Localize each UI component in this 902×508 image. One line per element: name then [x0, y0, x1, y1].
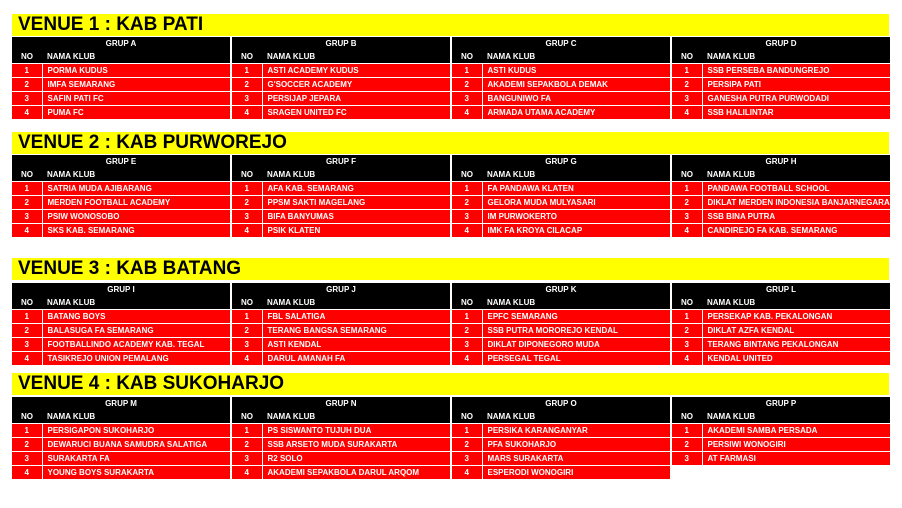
column-header-club-name: NAMA KLUB [482, 50, 670, 64]
club-number: 1 [12, 182, 42, 196]
club-row [232, 92, 450, 106]
group-table [452, 37, 670, 119]
club-name: MARS SURAKARTA [482, 452, 670, 466]
column-header-no: NO [452, 50, 482, 64]
group-title: GRUP G [452, 155, 670, 168]
club-row [452, 310, 670, 324]
club-row [232, 78, 450, 92]
club-number: 4 [452, 106, 482, 120]
club-name: PERSEKAP KAB. PEKALONGAN [702, 310, 890, 324]
club-number: 4 [12, 352, 42, 366]
group-table [672, 155, 890, 237]
club-number: 2 [232, 78, 262, 92]
club-name: IMFA SEMARANG [42, 78, 230, 92]
club-name: GANESHA PUTRA PURWODADI [702, 92, 890, 106]
club-row [12, 310, 230, 324]
club-name: PPSM SAKTI MAGELANG [262, 196, 450, 210]
club-row [232, 224, 450, 238]
venue-title: VENUE 3 : KAB BATANG [12, 258, 889, 280]
club-name: AT FARMASI [702, 452, 890, 466]
group-table [232, 397, 450, 479]
club-number: 3 [452, 338, 482, 352]
column-header-no: NO [232, 296, 262, 310]
club-row [672, 452, 890, 466]
club-name: PERSEGAL TEGAL [482, 352, 670, 366]
column-header-club-name: NAMA KLUB [42, 50, 230, 64]
group-header-row [452, 168, 670, 182]
club-row [232, 310, 450, 324]
column-header-club-name: NAMA KLUB [482, 168, 670, 182]
club-row [452, 182, 670, 196]
venue-title: VENUE 4 : KAB SUKOHARJO [12, 373, 889, 395]
club-number: 2 [232, 324, 262, 338]
club-number: 2 [12, 438, 42, 452]
column-header-no: NO [12, 50, 42, 64]
club-row [452, 210, 670, 224]
group-table [12, 37, 230, 119]
club-name: TASIKREJO UNION PEMALANG [42, 352, 230, 366]
club-row [12, 352, 230, 366]
club-number: 3 [232, 92, 262, 106]
column-header-no: NO [232, 410, 262, 424]
club-row [12, 106, 230, 120]
group-table [452, 155, 670, 237]
club-row [12, 424, 230, 438]
column-header-no: NO [672, 50, 702, 64]
club-number: 2 [12, 78, 42, 92]
column-header-no: NO [12, 296, 42, 310]
club-name: SRAGEN UNITED FC [262, 106, 450, 120]
venue-title: VENUE 2 : KAB PURWOREJO [12, 132, 889, 154]
group-header-row [672, 410, 890, 424]
club-number: 1 [452, 182, 482, 196]
club-number: 1 [672, 182, 702, 196]
club-row [452, 106, 670, 120]
club-name: BATANG BOYS [42, 310, 230, 324]
club-number: 2 [232, 196, 262, 210]
club-name: SSB PERSEBA BANDUNGREJO [702, 64, 890, 78]
club-name: PERSIWI WONOGIRI [702, 438, 890, 452]
club-row [232, 466, 450, 480]
club-number: 2 [232, 438, 262, 452]
club-number: 2 [452, 78, 482, 92]
club-row [12, 64, 230, 78]
group-header-row [232, 296, 450, 310]
column-header-club-name: NAMA KLUB [42, 168, 230, 182]
club-name: SSB BINA PUTRA [702, 210, 890, 224]
club-name: SATRIA MUDA AJIBARANG [42, 182, 230, 196]
club-number: 2 [672, 196, 702, 210]
club-name: SSB ARSETO MUDA SURAKARTA [262, 438, 450, 452]
club-name: AFA KAB. SEMARANG [262, 182, 450, 196]
club-number: 3 [232, 210, 262, 224]
club-number: 1 [672, 64, 702, 78]
club-name: EPFC SEMARANG [482, 310, 670, 324]
club-number: 4 [232, 352, 262, 366]
club-name: G'SOCCER ACADEMY [262, 78, 450, 92]
club-number: 3 [452, 452, 482, 466]
club-name: TERANG BINTANG PEKALONGAN [702, 338, 890, 352]
group-header-row [12, 410, 230, 424]
group-header-row [672, 168, 890, 182]
group-table [672, 283, 890, 365]
club-number: 1 [232, 64, 262, 78]
group-title: GRUP O [452, 397, 670, 410]
club-row [12, 92, 230, 106]
column-header-no: NO [232, 50, 262, 64]
group-table [232, 37, 450, 119]
club-number: 3 [12, 210, 42, 224]
column-header-no: NO [232, 168, 262, 182]
club-row [672, 182, 890, 196]
club-row [232, 210, 450, 224]
group-header-row [672, 296, 890, 310]
club-name: PERSIPA PATI [702, 78, 890, 92]
club-name: YOUNG BOYS SURAKARTA [42, 466, 230, 480]
club-row [12, 196, 230, 210]
club-number: 4 [232, 106, 262, 120]
group-header-row [452, 410, 670, 424]
club-number: 4 [452, 352, 482, 366]
club-name: DARUL AMANAH FA [262, 352, 450, 366]
group-title: GRUP D [672, 37, 890, 50]
club-row [672, 324, 890, 338]
column-header-club-name: NAMA KLUB [262, 296, 450, 310]
club-row [452, 92, 670, 106]
club-number: 2 [12, 324, 42, 338]
column-header-club-name: NAMA KLUB [42, 410, 230, 424]
club-row [232, 424, 450, 438]
club-number: 4 [672, 352, 702, 366]
club-name: SKS KAB. SEMARANG [42, 224, 230, 238]
club-number: 4 [452, 224, 482, 238]
column-header-club-name: NAMA KLUB [702, 168, 890, 182]
club-number: 3 [452, 92, 482, 106]
group-title: GRUP J [232, 283, 450, 296]
club-number: 2 [672, 324, 702, 338]
group-header-row [12, 168, 230, 182]
club-name: IMK FA KROYA CILACAP [482, 224, 670, 238]
club-row [672, 352, 890, 366]
club-name: ARMADA UTAMA ACADEMY [482, 106, 670, 120]
club-name: PSIK KLATEN [262, 224, 450, 238]
column-header-club-name: NAMA KLUB [702, 410, 890, 424]
group-table [232, 155, 450, 237]
club-number: 4 [672, 106, 702, 120]
club-number: 1 [452, 310, 482, 324]
column-header-club-name: NAMA KLUB [262, 50, 450, 64]
club-name: PANDAWA FOOTBALL SCHOOL [702, 182, 890, 196]
club-row [12, 224, 230, 238]
club-number: 1 [452, 424, 482, 438]
column-header-no: NO [452, 296, 482, 310]
club-row [12, 338, 230, 352]
club-name: DIKLAT AZFA KENDAL [702, 324, 890, 338]
club-number: 1 [232, 310, 262, 324]
group-table [672, 37, 890, 119]
club-name: PFA SUKOHARJO [482, 438, 670, 452]
club-row [672, 224, 890, 238]
group-table [12, 283, 230, 365]
club-number: 2 [452, 196, 482, 210]
group-title: GRUP M [12, 397, 230, 410]
club-name: AKADEMI SAMBA PERSADA [702, 424, 890, 438]
column-header-club-name: NAMA KLUB [482, 296, 670, 310]
club-row [452, 78, 670, 92]
club-name: ESPERODI WONOGIRI [482, 466, 670, 480]
group-title: GRUP P [672, 397, 890, 410]
column-header-club-name: NAMA KLUB [42, 296, 230, 310]
column-header-no: NO [12, 410, 42, 424]
club-row [672, 106, 890, 120]
club-row [452, 438, 670, 452]
club-number: 3 [672, 210, 702, 224]
club-number: 3 [672, 338, 702, 352]
club-name: FA PANDAWA KLATEN [482, 182, 670, 196]
club-number: 1 [12, 424, 42, 438]
club-name: AKADEMI SEPAKBOLA DEMAK [482, 78, 670, 92]
group-title: GRUP L [672, 283, 890, 296]
club-row [452, 466, 670, 480]
group-table [12, 155, 230, 237]
club-name: PS SISWANTO TUJUH DUA [262, 424, 450, 438]
club-row [672, 424, 890, 438]
group-title: GRUP B [232, 37, 450, 50]
club-name: BANGUNIWO FA [482, 92, 670, 106]
club-number: 1 [452, 64, 482, 78]
club-name: R2 SOLO [262, 452, 450, 466]
group-header-row [232, 168, 450, 182]
club-row [672, 210, 890, 224]
club-name: SSB HALILINTAR [702, 106, 890, 120]
group-title: GRUP K [452, 283, 670, 296]
group-title: GRUP F [232, 155, 450, 168]
column-header-no: NO [672, 410, 702, 424]
group-table [12, 397, 230, 479]
club-number: 3 [452, 210, 482, 224]
club-number: 4 [12, 106, 42, 120]
club-number: 2 [452, 324, 482, 338]
club-name: SAFIN PATI FC [42, 92, 230, 106]
group-table [672, 397, 890, 465]
club-row [232, 196, 450, 210]
club-number: 3 [12, 92, 42, 106]
column-header-no: NO [672, 168, 702, 182]
club-name: FBL SALATIGA [262, 310, 450, 324]
group-header-row [232, 410, 450, 424]
club-row [232, 106, 450, 120]
club-row [12, 78, 230, 92]
club-number: 4 [232, 466, 262, 480]
club-name: ASTI KUDUS [482, 64, 670, 78]
club-row [672, 196, 890, 210]
club-row [672, 64, 890, 78]
club-name: ASTI KENDAL [262, 338, 450, 352]
column-header-club-name: NAMA KLUB [262, 168, 450, 182]
club-row [452, 352, 670, 366]
club-name: DIKLAT MERDEN INDONESIA BANJARNEGARA [702, 196, 890, 210]
group-title: GRUP C [452, 37, 670, 50]
club-number: 1 [12, 64, 42, 78]
club-row [452, 338, 670, 352]
group-header-row [672, 50, 890, 64]
club-name: FOOTBALLINDO ACADEMY KAB. TEGAL [42, 338, 230, 352]
column-header-club-name: NAMA KLUB [262, 410, 450, 424]
club-number: 3 [12, 452, 42, 466]
club-number: 3 [12, 338, 42, 352]
club-number: 3 [232, 338, 262, 352]
club-name: ASTI ACADEMY KUDUS [262, 64, 450, 78]
group-header-row [452, 296, 670, 310]
club-row [12, 210, 230, 224]
club-row [232, 452, 450, 466]
column-header-no: NO [672, 296, 702, 310]
club-row [452, 452, 670, 466]
club-name: BIFA BANYUMAS [262, 210, 450, 224]
club-number: 4 [12, 224, 42, 238]
club-name: BALASUGA FA SEMARANG [42, 324, 230, 338]
club-name: PERSIGAPON SUKOHARJO [42, 424, 230, 438]
club-name: PERSIJAP JEPARA [262, 92, 450, 106]
club-row [232, 352, 450, 366]
club-name: MERDEN FOOTBALL ACADEMY [42, 196, 230, 210]
club-row [672, 92, 890, 106]
column-header-club-name: NAMA KLUB [702, 50, 890, 64]
club-number: 1 [672, 310, 702, 324]
club-number: 3 [232, 452, 262, 466]
group-header-row [452, 50, 670, 64]
club-row [232, 438, 450, 452]
club-row [232, 338, 450, 352]
club-row [12, 324, 230, 338]
club-number: 2 [672, 78, 702, 92]
club-row [452, 224, 670, 238]
club-name: SSB PUTRA MOROREJO KENDAL [482, 324, 670, 338]
club-number: 4 [672, 224, 702, 238]
club-number: 2 [452, 438, 482, 452]
club-row [672, 338, 890, 352]
club-row [452, 64, 670, 78]
club-row [232, 182, 450, 196]
club-row [452, 324, 670, 338]
club-name: PSIW WONOSOBO [42, 210, 230, 224]
club-name: PORMA KUDUS [42, 64, 230, 78]
club-row [12, 438, 230, 452]
group-header-row [232, 50, 450, 64]
club-number: 3 [672, 452, 702, 466]
group-table [452, 397, 670, 479]
column-header-no: NO [452, 168, 482, 182]
group-header-row [12, 50, 230, 64]
club-row [672, 438, 890, 452]
club-name: DEWARUCI BUANA SAMUDRA SALATIGA [42, 438, 230, 452]
column-header-club-name: NAMA KLUB [702, 296, 890, 310]
club-row [12, 182, 230, 196]
club-number: 2 [672, 438, 702, 452]
group-title: GRUP I [12, 283, 230, 296]
club-name: DIKLAT DIPONEGORO MUDA [482, 338, 670, 352]
club-row [12, 452, 230, 466]
club-row [232, 64, 450, 78]
club-row [452, 424, 670, 438]
club-name: CANDIREJO FA KAB. SEMARANG [702, 224, 890, 238]
club-name: IM PURWOKERTO [482, 210, 670, 224]
venue-title: VENUE 1 : KAB PATI [12, 14, 889, 36]
club-number: 1 [12, 310, 42, 324]
club-number: 1 [232, 424, 262, 438]
club-row [672, 78, 890, 92]
group-table [452, 283, 670, 365]
club-number: 4 [12, 466, 42, 480]
club-name: TERANG BANGSA SEMARANG [262, 324, 450, 338]
group-table [232, 283, 450, 365]
club-row [452, 196, 670, 210]
club-name: KENDAL UNITED [702, 352, 890, 366]
club-row [672, 310, 890, 324]
group-title: GRUP A [12, 37, 230, 50]
club-name: SURAKARTA FA [42, 452, 230, 466]
column-header-no: NO [12, 168, 42, 182]
club-number: 4 [452, 466, 482, 480]
club-row [232, 324, 450, 338]
club-name: PERSIKA KARANGANYAR [482, 424, 670, 438]
club-number: 4 [232, 224, 262, 238]
club-number: 1 [232, 182, 262, 196]
club-name: GELORA MUDA MULYASARI [482, 196, 670, 210]
column-header-club-name: NAMA KLUB [482, 410, 670, 424]
club-number: 1 [672, 424, 702, 438]
club-name: PUMA FC [42, 106, 230, 120]
club-row [12, 466, 230, 480]
group-title: GRUP H [672, 155, 890, 168]
club-number: 3 [672, 92, 702, 106]
column-header-no: NO [452, 410, 482, 424]
group-header-row [12, 296, 230, 310]
group-title: GRUP E [12, 155, 230, 168]
club-number: 2 [12, 196, 42, 210]
club-name: AKADEMI SEPAKBOLA DARUL ARQOM [262, 466, 450, 480]
group-title: GRUP N [232, 397, 450, 410]
